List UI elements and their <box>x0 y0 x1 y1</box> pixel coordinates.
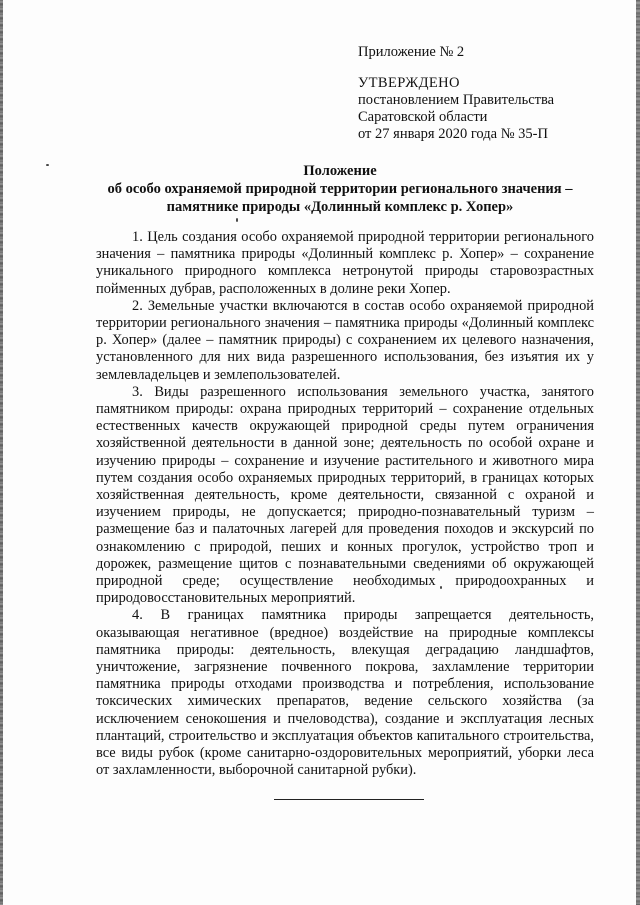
appendix-block <box>358 44 554 143</box>
end-divider-line <box>274 799 424 800</box>
title-line-2: об особо охраняемой природной территории регионального значения – <box>107 181 573 197</box>
approved-by-line: постановлением Правительства <box>358 92 555 108</box>
approved-stamp: УТВЕРЖДЕНО <box>358 75 460 91</box>
appendix-number: Приложение № 2 <box>358 44 465 60</box>
title-line-1: Положение <box>303 163 377 179</box>
document-title <box>60 162 620 216</box>
paragraph-2: 2. Земельные участки включаются в состав особо охраняемой природной территории регионального значения – памятника природы «Долинный комплекс р. Хопер» (далее – памятник природы) с сохранением их целевого назначения, установленного для них вида разрешенного использования, без изъятия их у землевладельцев и землепользователей. <box>96 297 594 383</box>
paragraph-4: 4. В границах памятника природы запрещается деятельность, оказывающая негативное (вредное) воздействие на природные комплексы памятника природы: деятельность, влекущая деградацию ландшафтов, уничтожение, загрязнение почвенного покрова, захламление территории памятника природы отходами производства и потребления, использование токсических химических препаратов, ведение сельского хозяйства (за исключением сенокошения и пчеловодства), создание и эксплуатация лесных плантаций, строительство и эксплуатация объектов капитального строительства, все виды рубок (кроме санитарно-оздоровительных мероприятий, уборки леса от захламленности, выборочной санитарной рубки). <box>96 607 594 779</box>
scan-edge-right <box>636 0 640 905</box>
paragraph-3: 3. Виды разрешенного использования земельного участка, занятого памятником природы: охрана природных территорий – сохранение отдельных естественных качеств окружающей природной среды путем ограничения хозяйственной деятельности в данной зоне; деятельность по особой охране и изучению природы – сохранение и изучение растительного и животного мира путем создания особо охраняемых природных территорий, в границах которых хозяйственная деятельность, кроме деятельности, связанной с охраной и изучением природы, не допускается; природно-познавательный туризм – размещение баз и палаточных лагерей для проведения походов и экскурсий по ознакомлению с природой, пеших и конных прогулок, устройство троп и дорожек, размещение щитов с познавательными сведениями об окружающей природной среде; осуществление необходимых природоохранных и природовосстановительных мероприятий. <box>96 383 594 607</box>
scan-edge-left <box>0 0 3 905</box>
paragraph-1: 1. Цель создания особо охраняемой природной территории регионального значения – памятника природы «Долинный комплекс р. Хопер» – сохранение уникального природного комплекса нетронутой природы старовозрастных пойменных дубрав, расположенных в долине реки Хопер. <box>96 229 594 297</box>
scan-speck <box>236 218 238 222</box>
scan-speck <box>46 164 49 166</box>
approved-date-line: от 27 января 2020 года № 35-П <box>358 126 548 142</box>
approved-region-line: Саратовской области <box>358 109 488 125</box>
title-line-3: памятнике природы «Долинный комплекс р. Хопер» <box>166 199 514 215</box>
document-body <box>96 229 594 780</box>
